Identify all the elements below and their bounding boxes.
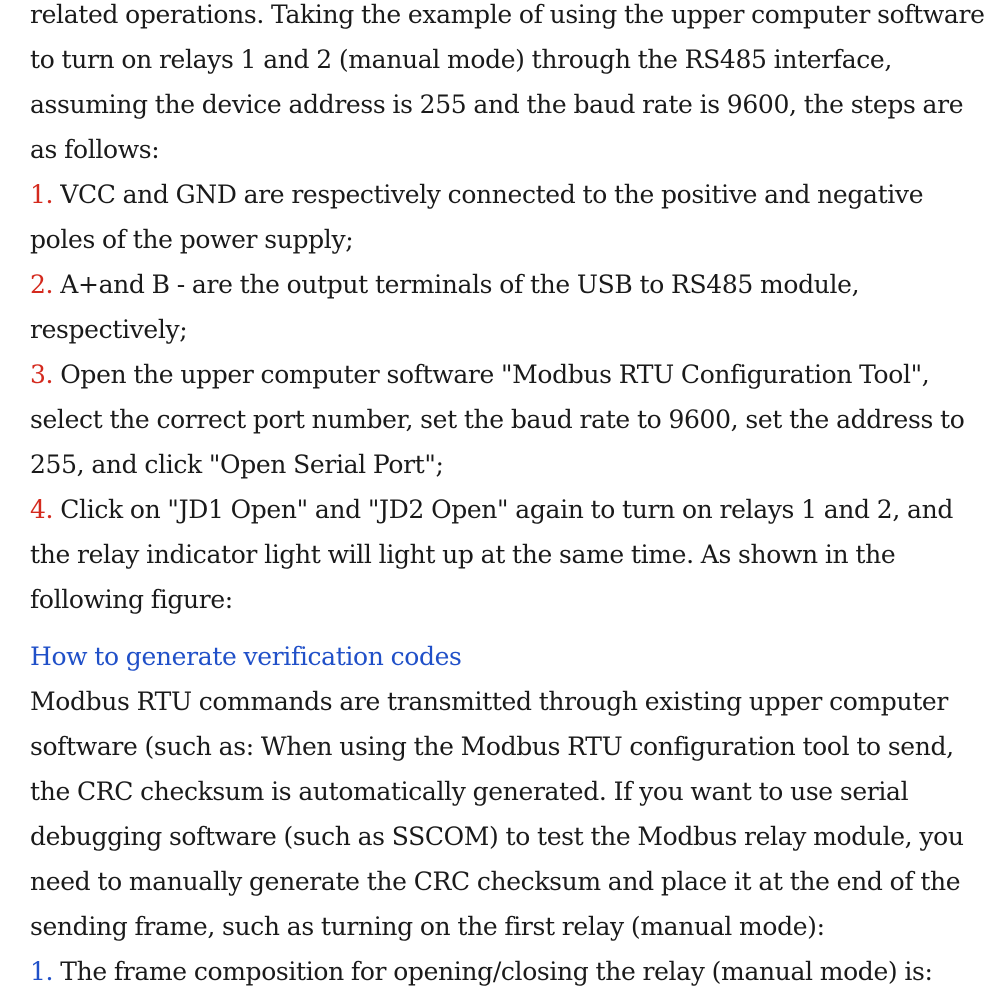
step-number: 1. bbox=[30, 957, 54, 986]
section-paragraph: Modbus RTU commands are transmitted through existing upper computer software (such as: When using the Modbus RTU configuration tool to send, the CRC checksum is automatically generated. If you want to use serial debugging software (such as SSCOM) to test the Modbus relay module, you need to manually generate the CRC checksum and place it at the end of the sending frame, such as turning on the first relay (manual mode): bbox=[30, 687, 964, 941]
step-text: The frame composition for opening/closing the relay (manual mode) is: bbox=[60, 957, 933, 986]
step-text: Open the upper computer software "Modbus RTU Configuration Tool", select the correct port number, set the baud rate to 9600, set the address to 255, and click "Open Serial Port"; bbox=[30, 360, 965, 479]
document-page bbox=[30, 0, 992, 994]
frame-step-item bbox=[30, 949, 992, 994]
step-number: 1. bbox=[30, 180, 54, 209]
step-number: 3. bbox=[30, 360, 54, 389]
section-heading-link[interactable]: How to generate verification codes bbox=[30, 642, 462, 671]
step-item-2 bbox=[30, 262, 992, 352]
step-text: VCC and GND are respectively connected to the positive and negative poles of the power supply; bbox=[30, 180, 924, 254]
step-text: Click on "JD1 Open" and "JD2 Open" again to turn on relays 1 and 2, and the relay indicator light will light up at the same time. As shown in the following figure: bbox=[30, 495, 954, 614]
step-item-4 bbox=[30, 487, 992, 622]
step-number: 2. bbox=[30, 270, 54, 299]
intro-paragraph: related operations. Taking the example of using the upper computer software to turn on relays 1 and 2 (manual mode) through the RS485 interface, assuming the device address is 255 and the baud rate is 9600, the steps are as follows: bbox=[30, 0, 985, 164]
step-item-3 bbox=[30, 352, 992, 487]
step-item-1 bbox=[30, 172, 992, 262]
step-text: A+and B - are the output terminals of the USB to RS485 module, respectively; bbox=[30, 270, 860, 344]
step-number: 4. bbox=[30, 495, 54, 524]
